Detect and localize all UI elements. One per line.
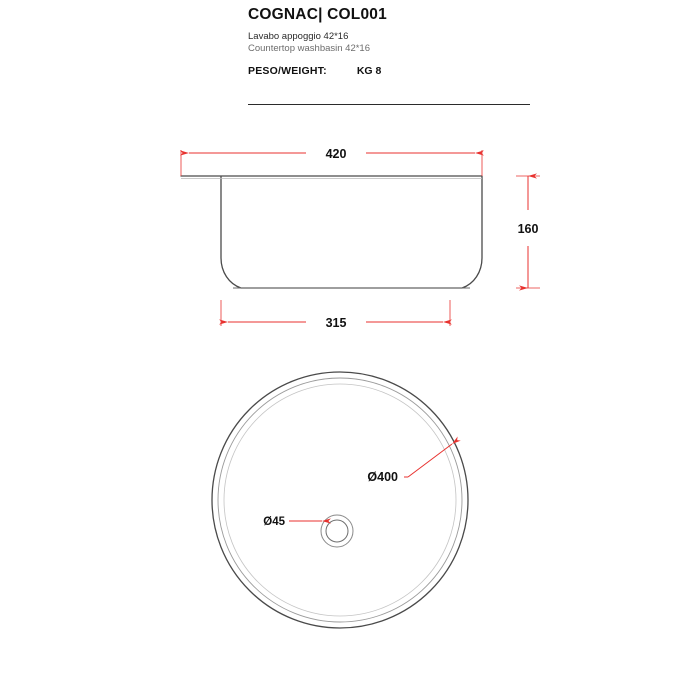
plan-view — [212, 372, 468, 628]
dimension-label-drain-diameter: Ø45 — [263, 516, 285, 528]
dimension-label-base-width: 315 — [325, 316, 347, 330]
subtitle-english: Countertop washbasin 42*16 — [248, 43, 371, 54]
drain-inner-circle — [326, 520, 348, 542]
dimension-base-width — [221, 300, 450, 330]
weight-label: PESO/WEIGHT: — [248, 65, 327, 77]
dimension-label-height: 160 — [517, 222, 539, 236]
dimension-label-outer-diameter: Ø400 — [367, 470, 398, 484]
dimension-height — [516, 176, 540, 288]
dimension-top-width — [181, 147, 482, 176]
page-title: COGNAC| COL001 — [248, 6, 387, 23]
basin-outer-circle — [212, 372, 468, 628]
subtitle-italian: Lavabo appoggio 42*16 — [248, 31, 349, 42]
elevation-view — [181, 176, 482, 288]
dimension-label-top-width: 420 — [325, 147, 347, 161]
weight-value: KG 8 — [356, 65, 382, 77]
basin-side-outline — [181, 176, 482, 288]
